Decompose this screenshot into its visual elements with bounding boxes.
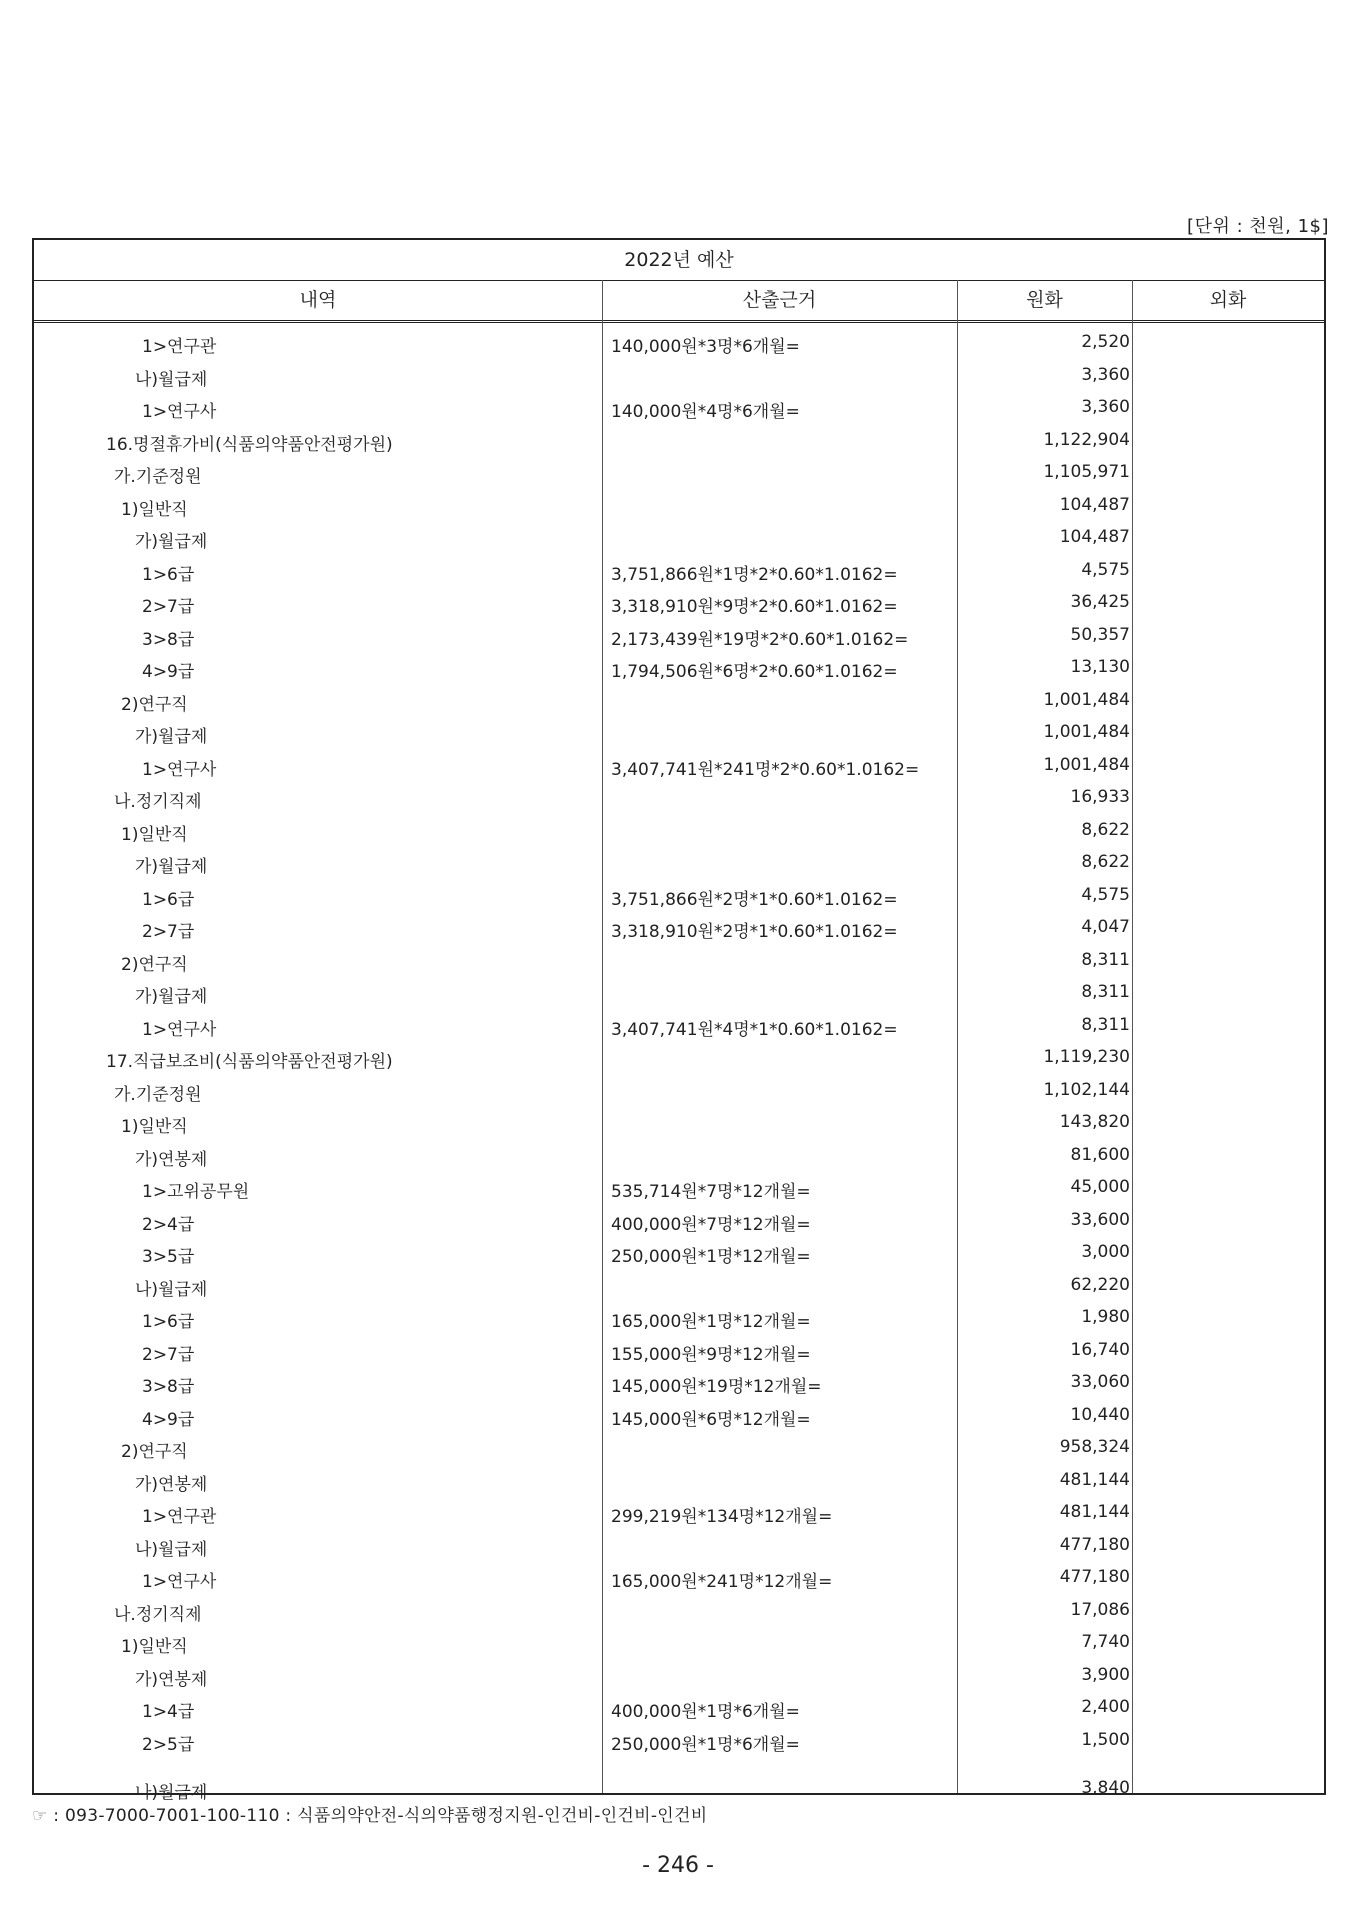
table-row [34, 1301, 1324, 1334]
row-calc: 3,407,741원*4명*1*0.60*1.0162= [611, 1019, 898, 1040]
row-desc: 3>8급 [142, 1377, 195, 1397]
row-krw: 16,740 [1070, 1339, 1130, 1360]
row-desc: 2>4급 [142, 1214, 195, 1235]
row-desc: 나)월급제 [135, 1279, 208, 1300]
table-row [34, 1626, 1324, 1659]
table-row [34, 1691, 1324, 1724]
table-row [34, 1529, 1324, 1562]
row-krw: 3,360 [1081, 364, 1130, 385]
row-krw: 477,180 [1059, 1534, 1130, 1555]
row-krw: 4,575 [1081, 884, 1130, 905]
row-krw: 45,000 [1070, 1177, 1130, 1197]
row-krw: 33,060 [1070, 1372, 1130, 1392]
table-row [34, 781, 1324, 814]
row-calc: 140,000원*4명*6개월= [611, 402, 800, 422]
table-row [34, 1106, 1324, 1139]
table-body [34, 326, 1324, 1808]
row-krw: 3,840 [1081, 1778, 1130, 1798]
row-desc: 1>6급 [142, 1312, 195, 1332]
row-desc: 1)일반직 [121, 824, 188, 845]
row-calc: 155,000원*9명*12개월= [611, 1344, 811, 1365]
table-row [34, 1464, 1324, 1497]
row-krw: 10,440 [1070, 1404, 1130, 1425]
row-krw: 4,575 [1081, 559, 1130, 580]
row-desc: 2)연구직 [121, 954, 188, 975]
row-desc: 16.명절휴가비(식품의약품안전평가원) [106, 434, 393, 455]
table-row [34, 1366, 1324, 1399]
table-row [34, 326, 1324, 359]
table-row [34, 1561, 1324, 1594]
row-desc: 2>7급 [142, 597, 195, 617]
row-krw: 1,001,484 [1043, 754, 1130, 775]
row-desc: 가)월급제 [135, 857, 208, 877]
row-calc: 3,407,741원*241명*2*0.60*1.0162= [611, 759, 920, 780]
row-krw: 3,000 [1081, 1242, 1130, 1262]
row-krw: 33,600 [1070, 1209, 1130, 1230]
row-desc: 가)연봉제 [135, 1474, 208, 1495]
row-desc: 1)일반직 [121, 1117, 188, 1137]
row-desc: 가)월급제 [135, 727, 208, 747]
table-row [34, 424, 1324, 457]
table-row [34, 359, 1324, 392]
table-row [34, 1659, 1324, 1692]
header-krw: 원화 [1026, 289, 1063, 311]
table-row [34, 1204, 1324, 1237]
footnote [32, 1801, 707, 1826]
row-calc: 250,000원*1명*12개월= [611, 1247, 811, 1267]
page-number: - 246 - [642, 1853, 714, 1878]
row-desc: 1>연구관 [142, 1507, 217, 1527]
row-krw: 1,119,230 [1043, 1047, 1130, 1067]
row-calc: 3,751,866원*1명*2*0.60*1.0162= [611, 564, 898, 585]
row-desc: 나)월급제 [135, 1539, 208, 1560]
row-calc: 145,000원*19명*12개월= [611, 1377, 822, 1397]
row-desc: 1>연구사 [142, 759, 217, 780]
row-desc: 2)연구직 [121, 694, 188, 715]
row-desc: 2>5급 [142, 1734, 195, 1755]
row-calc: 145,000원*6명*12개월= [611, 1409, 811, 1430]
row-krw: 8,622 [1081, 819, 1130, 840]
row-desc: 가)월급제 [135, 987, 208, 1007]
row-desc: 가)연봉제 [135, 1149, 208, 1170]
row-krw: 143,820 [1059, 1112, 1130, 1132]
row-krw: 1,500 [1081, 1729, 1130, 1750]
table-row [34, 1009, 1324, 1042]
table-row [34, 846, 1324, 879]
row-krw: 17,086 [1070, 1599, 1130, 1620]
row-calc: 3,751,866원*2명*1*0.60*1.0162= [611, 889, 898, 910]
row-krw: 7,740 [1081, 1632, 1130, 1652]
row-desc: 1)일반직 [121, 499, 188, 520]
row-desc: 1>4급 [142, 1702, 195, 1722]
row-krw: 8,311 [1081, 949, 1130, 970]
row-calc: 299,219원*134명*12개월= [611, 1507, 833, 1527]
row-desc: 가)월급제 [135, 532, 208, 552]
table-row [34, 586, 1324, 619]
row-krw: 16,933 [1070, 787, 1130, 807]
row-desc: 1>연구사 [142, 402, 217, 422]
row-desc: 17.직급보조비(식품의약품안전평가원) [106, 1052, 393, 1072]
row-desc: 1)일반직 [121, 1637, 188, 1657]
row-calc: 400,000원*7명*12개월= [611, 1214, 811, 1235]
row-desc: 4>9급 [142, 1409, 195, 1430]
row-desc: 나)월급제 [135, 1783, 208, 1803]
row-desc: 3>8급 [142, 629, 195, 650]
row-calc: 140,000원*3명*6개월= [611, 337, 800, 357]
header-separator [34, 320, 1324, 323]
table-row [34, 1171, 1324, 1204]
row-krw: 104,487 [1059, 494, 1130, 515]
header-desc: 내역 [299, 289, 337, 311]
pointing-hand-icon: ☞ [32, 1806, 48, 1826]
row-krw: 81,600 [1070, 1144, 1130, 1165]
row-desc: 3>5급 [142, 1247, 195, 1267]
row-krw: 1,001,484 [1043, 689, 1130, 710]
row-desc: 가.기준정원 [114, 1084, 202, 1105]
row-krw: 958,324 [1059, 1437, 1130, 1457]
row-desc: 1>6급 [142, 889, 195, 910]
row-desc: 2)연구직 [121, 1442, 188, 1462]
row-krw: 13,130 [1070, 657, 1130, 677]
table-row [34, 749, 1324, 782]
row-desc: 2>7급 [142, 922, 195, 942]
row-krw: 1,001,484 [1043, 722, 1130, 742]
row-desc: 1>연구관 [142, 337, 217, 357]
row-desc: 1>연구사 [142, 1572, 217, 1592]
row-calc: 250,000원*1명*6개월= [611, 1734, 800, 1755]
table-row [34, 1724, 1324, 1757]
table-row [34, 489, 1324, 522]
row-calc: 1,794,506원*6명*2*0.60*1.0162= [611, 662, 898, 682]
row-krw: 2,520 [1081, 332, 1130, 352]
row-calc: 2,173,439원*19명*2*0.60*1.0162= [611, 629, 909, 650]
table-row [34, 1041, 1324, 1074]
row-krw: 1,122,904 [1043, 429, 1130, 450]
table-row [34, 944, 1324, 977]
row-desc: 1>6급 [142, 564, 195, 585]
table-row [34, 1399, 1324, 1432]
row-krw: 36,425 [1070, 592, 1130, 612]
table-row [34, 1496, 1324, 1529]
row-krw: 477,180 [1059, 1567, 1130, 1587]
row-krw: 2,400 [1081, 1697, 1130, 1717]
table-row [34, 456, 1324, 489]
table-row [34, 1269, 1324, 1302]
row-krw: 8,622 [1081, 852, 1130, 872]
row-krw: 4,047 [1081, 917, 1130, 937]
row-desc: 가)연봉제 [135, 1669, 208, 1690]
table-row [34, 976, 1324, 1009]
table-row [34, 1236, 1324, 1269]
row-krw: 481,144 [1059, 1502, 1130, 1522]
row-krw: 3,360 [1081, 397, 1130, 417]
row-krw: 62,220 [1070, 1274, 1130, 1295]
table-row [34, 879, 1324, 912]
row-desc: 4>9급 [142, 662, 195, 682]
table-row [34, 814, 1324, 847]
row-desc: 1>연구사 [142, 1019, 217, 1040]
row-krw: 50,357 [1070, 624, 1130, 645]
header-calc: 산출근거 [742, 289, 817, 311]
row-desc: 나.정기직제 [114, 1604, 202, 1625]
table-row [34, 684, 1324, 717]
footnote-text: : 093-7000-7001-100-110 : 식품의약안전-식의약품행정지원-인건비-인건비-인건비 [47, 1806, 708, 1826]
row-krw: 8,311 [1081, 1014, 1130, 1035]
table-row [34, 619, 1324, 652]
table-row [34, 1431, 1324, 1464]
row-desc: 나.정기직제 [114, 792, 202, 812]
row-krw: 1,105,971 [1043, 462, 1130, 482]
row-krw: 104,487 [1059, 527, 1130, 547]
row-krw: 3,900 [1081, 1664, 1130, 1685]
row-krw: 481,144 [1059, 1469, 1130, 1490]
row-desc: 나)월급제 [135, 369, 208, 390]
table-row [34, 521, 1324, 554]
row-calc: 165,000원*241명*12개월= [611, 1572, 833, 1592]
row-calc: 535,714원*7명*12개월= [611, 1182, 811, 1202]
table-row [34, 651, 1324, 684]
table-row [34, 554, 1324, 587]
unit-label: [단위 : 천원, 1$] [1187, 216, 1329, 237]
table-row [34, 911, 1324, 944]
row-calc: 3,318,910원*9명*2*0.60*1.0162= [611, 597, 898, 617]
row-krw: 1,980 [1081, 1307, 1130, 1327]
row-desc: 2>7급 [142, 1344, 195, 1365]
row-calc: 165,000원*1명*12개월= [611, 1312, 811, 1332]
row-krw: 1,102,144 [1043, 1079, 1130, 1100]
table-row [34, 716, 1324, 749]
row-krw: 8,311 [1081, 982, 1130, 1002]
table-row [34, 1139, 1324, 1172]
table-title: 2022년 예산 [34, 240, 1324, 281]
table-row [34, 1074, 1324, 1107]
row-desc: 가.기준정원 [114, 467, 202, 487]
table-row [34, 391, 1324, 424]
table-row [34, 1594, 1324, 1627]
header-fx: 외화 [1209, 289, 1247, 311]
table-row [34, 1334, 1324, 1367]
row-calc: 400,000원*1명*6개월= [611, 1702, 800, 1722]
budget-table [32, 238, 1326, 1803]
row-desc: 1>고위공무원 [142, 1182, 250, 1202]
row-calc: 3,318,910원*2명*1*0.60*1.0162= [611, 922, 898, 942]
